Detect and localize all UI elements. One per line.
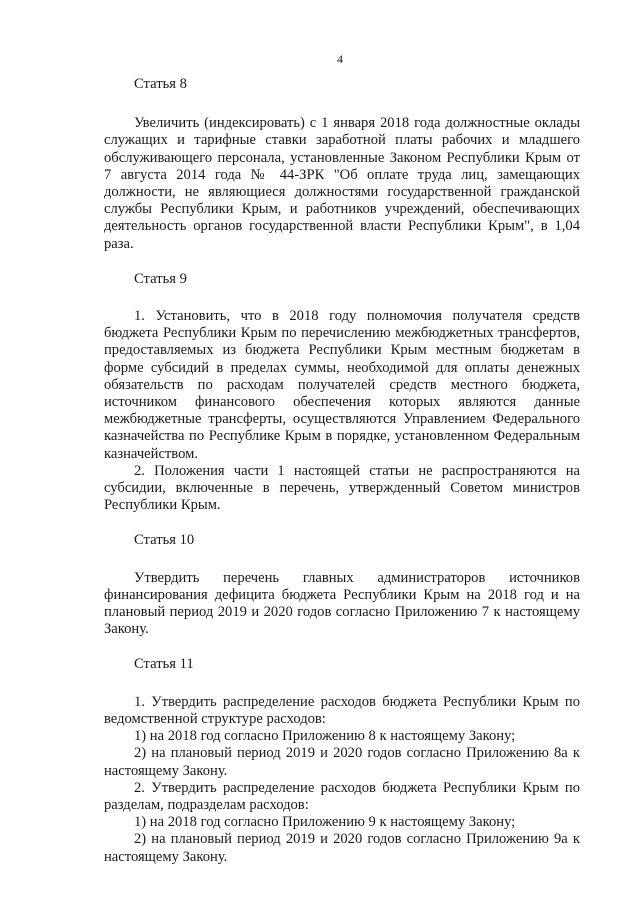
article-heading: Статья 11 <box>134 656 194 673</box>
article-paragraph: 1) на 2018 год согласно Приложению 8 к настоящему Закону; <box>134 728 516 745</box>
article-8 <box>104 76 580 253</box>
article-9 <box>104 271 580 515</box>
article-10 <box>104 532 580 638</box>
article-heading: Статья 10 <box>134 532 195 549</box>
article-paragraph: 1. Установить, что в 2018 году полномочия получателя средств бюджета Республики Крым по перечислению межбюджетных трансфертов, предоставляемых из бюджета Республики Крым местным бюджетам в форме субсидий в пределах суммы, необходимой для оплаты денежных обязательств по расходам получателей средств местного бюджета, источником финансового обеспечения которых являются данные межбюджетные трансферты, осуществляются Управлением Федерального казначейства по Республике Крым в порядке, установленном Федеральным казначейством. <box>104 308 580 462</box>
article-paragraph: 2. Положения части 1 настоящей статьи не распространяются на субсидии, включенные в перечень, утвержденный Советом министров Республики Крым. <box>104 462 580 514</box>
page-number: 4 <box>337 52 343 66</box>
article-paragraph: 2) на плановый период 2019 и 2020 годов согласно Приложению 9а к настоящему Закону. <box>104 831 580 865</box>
document-body <box>104 76 580 866</box>
article-paragraph: Утвердить перечень главных администраторов источников финансирования дефицита бюджета Республики Крым на 2018 год и на плановый период 2019 и 2020 годов согласно Приложению 7 к настоящему Закону. <box>104 569 580 638</box>
article-paragraph: 1. Утвердить распределение расходов бюджета Республики Крым по ведомственной структуре расходов: <box>104 693 580 727</box>
article-paragraph: 1) на 2018 год согласно Приложению 9 к настоящему Закону; <box>134 814 516 831</box>
article-paragraph: 2. Утвердить распределение расходов бюджета Республики Крым по разделам, подразделам расходов: <box>104 779 580 813</box>
article-heading: Статья 9 <box>134 270 187 287</box>
article-heading: Статья 8 <box>134 76 187 92</box>
article-paragraph: Увеличить (индексировать) с 1 января 2018 года должностные оклады служащих и тарифные ставки заработной платы рабочих и младшего обслуживающего персонала, установленные Законом Республики Крым от 7 августа 2014 года № 44-ЗРК "Об оплате труда лиц, замещающих должности, не являющиеся должностями государственной гражданской службы Республики Крым, и работников учреждений, обеспечивающих деятельность органов государственной власти Республики Крым", в 1,04 раза. <box>104 115 580 252</box>
article-paragraph: 2) на плановый период 2019 и 2020 годов согласно Приложению 8а к настоящему Закону. <box>104 745 580 779</box>
article-11 <box>104 656 580 865</box>
